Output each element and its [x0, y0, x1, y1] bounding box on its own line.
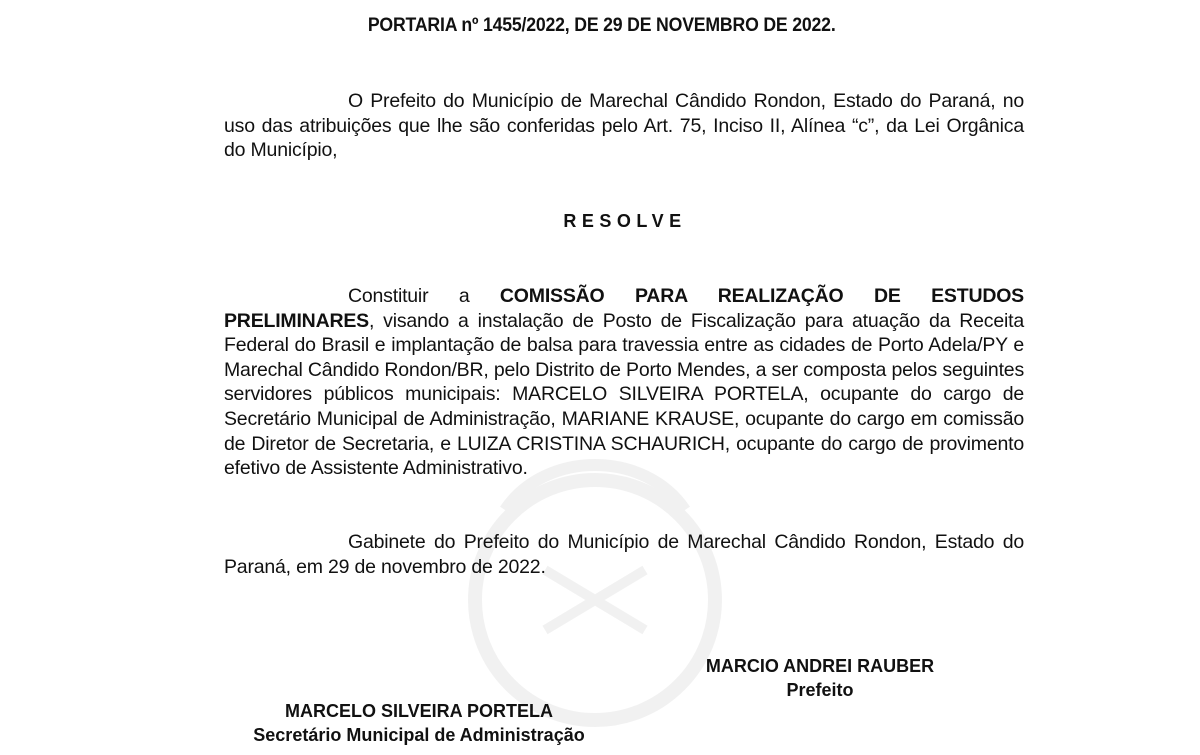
closing-paragraph: Gabinete do Prefeito do Município de Marechal Cândido Rondon, Estado do Paraná, em 29 de novembro de 2022.: [224, 531, 1024, 578]
resolve-heading: RESOLVE: [563, 211, 687, 231]
secretary-role: Secretário Municipal de Administração: [253, 725, 585, 745]
resolution-lead: Constituir a: [348, 285, 500, 307]
commission-name: COMISSÃO PARA REALIZAÇÃO DE ESTUDOS PRELIMINARES: [224, 285, 1024, 332]
mayor-role: Prefeito: [786, 680, 854, 700]
resolution-paragraph: [224, 284, 1024, 481]
document-title: PORTARIA nº 1455/2022, DE 29 DE NOVEMBRO DE 2022.: [367, 15, 836, 36]
resolution-text: , visando a instalação de Posto de Fiscalização para atuação da Receita Federal do Brasil e implantação de balsa para travessia entre as cidades de Porto Adela/PY e Marechal Cândido Rondon/BR, pelo Distrito de Porto Mendes, a ser composta pelos seguintes servidores públicos municipais: MARCELO SILVEIRA PORTELA, ocupante do cargo de Secretário Municipal de Administração, MARIANE KRAUSE, ocupante do cargo em comissão de Diretor de Secretaria, e LUIZA CRISTINA SCHAURICH, ocupante do cargo de provimento efetivo de Assistente Administrativo.: [224, 309, 1024, 480]
mayor-signature-block: [670, 654, 970, 702]
mayor-name: MARCIO ANDREI RAUBER: [705, 656, 935, 676]
secretary-signature-block: [219, 699, 619, 747]
preamble-paragraph: O Prefeito do Município de Marechal Cândido Rondon, Estado do Paraná, no uso das atribuições que lhe são conferidas pelo Art. 75, Inciso II, Alínea “c”, da Lei Orgânica do Município,: [224, 90, 1024, 162]
secretary-name: MARCELO SILVEIRA PORTELA: [284, 701, 553, 721]
